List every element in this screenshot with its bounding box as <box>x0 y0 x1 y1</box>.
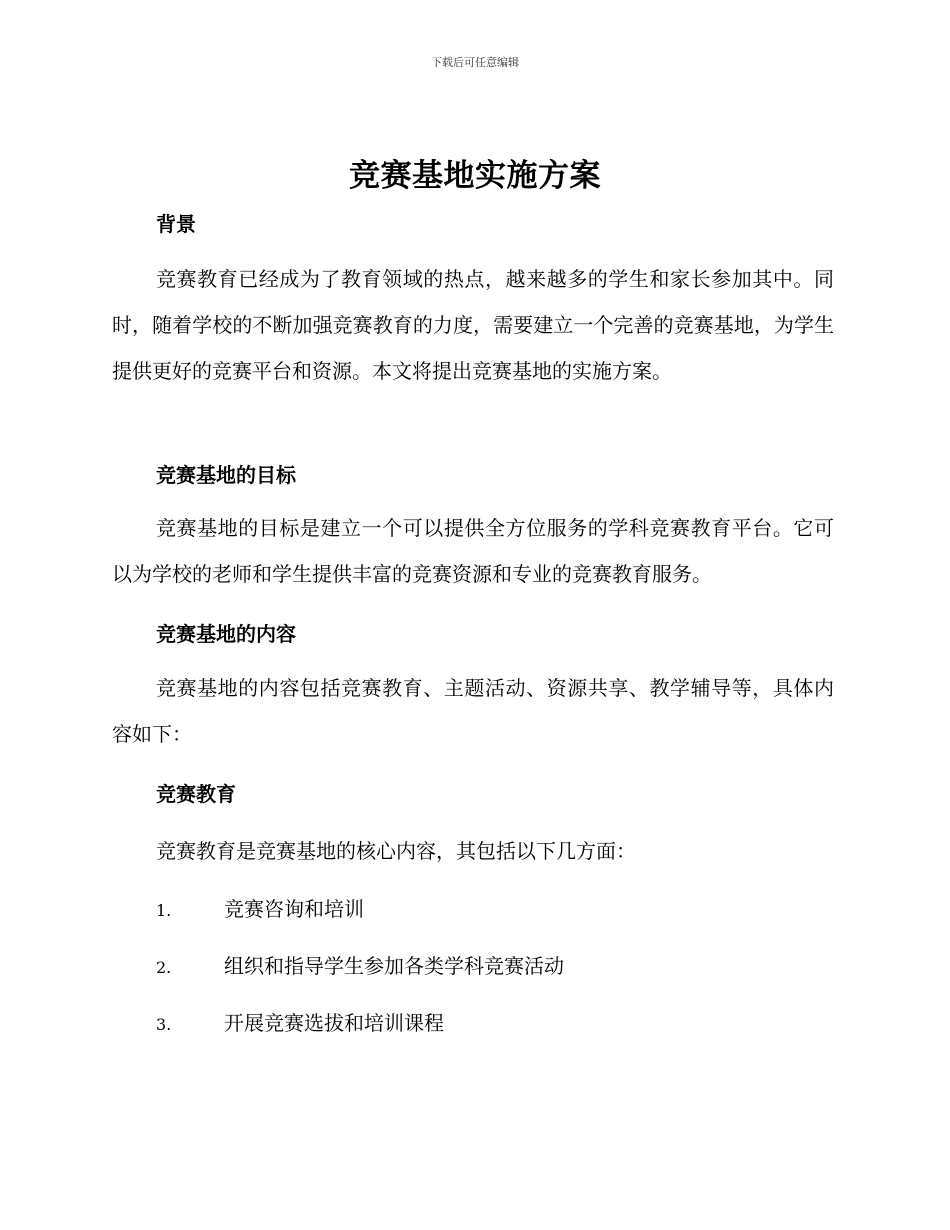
list-item <box>156 893 364 922</box>
page-header-note: 下载后可任意编辑 <box>431 56 519 69</box>
section-heading-content: 竞赛基地的内容 <box>156 622 296 646</box>
section-heading-competition-education: 竞赛教育 <box>156 782 236 806</box>
section-paragraph-goal: 竞赛基地的目标是建立一个可以提供全方位服务的学科竞赛教育平台。它可以为学校的老师和学生提供丰富的竞赛资源和专业的竞赛教育服务。 <box>112 516 834 586</box>
section-heading-goal: 竞赛基地的目标 <box>156 463 296 487</box>
list-item-text: 开展竞赛选拔和培训课程 <box>224 1011 444 1035</box>
list-item-text: 组织和指导学生参加各类学科竞赛活动 <box>224 954 564 978</box>
section-paragraph-content: 竞赛基地的内容包括竞赛教育、主题活动、资源共享、教学辅导等，具体内容如下： <box>112 676 834 746</box>
section-paragraph-competition-education: 竞赛教育是竞赛基地的核心内容，其包括以下几方面： <box>156 839 636 863</box>
section-heading-background: 背景 <box>156 212 196 236</box>
list-item <box>156 950 564 979</box>
list-item-number: 2. <box>156 958 172 977</box>
list-item <box>156 1007 444 1036</box>
list-item-number: 3. <box>156 1015 172 1034</box>
document-title: 竞赛基地实施方案 <box>349 158 601 194</box>
section-paragraph-background: 竞赛教育已经成为了教育领域的热点，越来越多的学生和家长参加其中。同时，随着学校的不断加强竞赛教育的力度，需要建立一个完善的竞赛基地，为学生提供更好的竞赛平台和资源。本文将提出竞赛基地的实施方案。 <box>112 267 834 383</box>
list-item-text: 竞赛咨询和培训 <box>224 897 364 921</box>
list-item-number: 1. <box>156 901 172 920</box>
